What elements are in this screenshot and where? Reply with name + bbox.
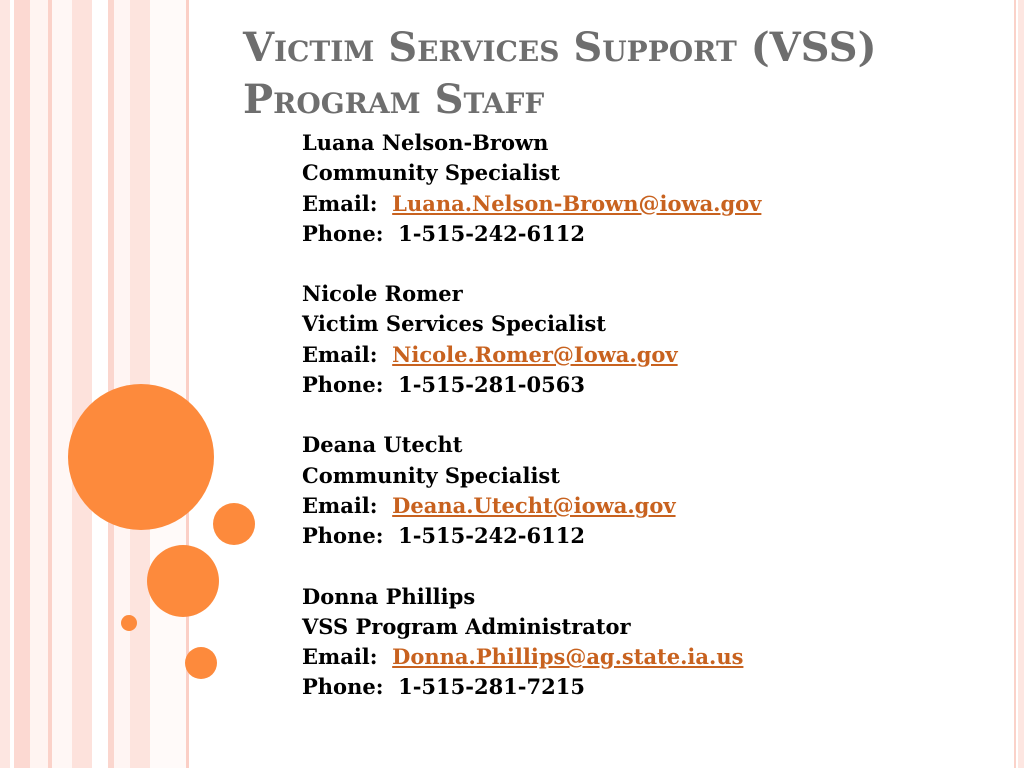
page-title: Victim Services Support (VSS) Program Staff (243, 24, 877, 123)
staff-phone-line (302, 219, 1002, 249)
staff-phone-line (302, 672, 1002, 702)
staff-entry (302, 430, 1002, 551)
email-label: Email: (302, 492, 378, 518)
staff-entry (302, 279, 1002, 400)
phone-label: Phone: (302, 220, 384, 246)
staff-name: Donna Phillips (302, 583, 476, 609)
staff-email-line (302, 491, 1002, 521)
decorative-circle-medium (147, 545, 219, 617)
email-label: Email: (302, 644, 378, 670)
staff-role: Community Specialist (302, 160, 560, 186)
staff-role: Community Specialist (302, 462, 560, 488)
email-link[interactable]: Deana.Utecht@iowa.gov (392, 492, 676, 518)
staff-name: Deana Utecht (302, 432, 463, 458)
staff-email-line (302, 340, 1002, 370)
email-label: Email: (302, 190, 378, 216)
staff-role: VSS Program Administrator (302, 613, 631, 639)
email-link[interactable]: Luana.Nelson-Brown@iowa.gov (392, 190, 762, 216)
decorative-circle-large (68, 384, 214, 530)
email-link[interactable]: Donna.Phillips@ag.state.ia.us (392, 644, 744, 670)
phone-label: Phone: (302, 523, 384, 549)
staff-entry (302, 128, 1002, 249)
staff-email-line (302, 189, 1002, 219)
phone-label: Phone: (302, 372, 384, 398)
staff-name: Luana Nelson-Brown (302, 130, 549, 155)
phone-number: 1-515-242-6112 (398, 220, 585, 246)
right-border-line (1014, 0, 1016, 768)
staff-role: Victim Services Specialist (302, 311, 607, 337)
email-link[interactable]: Nicole.Romer@Iowa.gov (392, 341, 678, 367)
decorative-circle-tiny (121, 615, 137, 631)
staff-phone-line (302, 521, 1002, 551)
email-label: Email: (302, 341, 378, 367)
staff-entry (302, 582, 1002, 703)
phone-number: 1-515-281-0563 (398, 372, 585, 398)
phone-label: Phone: (302, 674, 384, 700)
phone-number: 1-515-281-7215 (398, 674, 585, 700)
staff-list (302, 128, 1002, 733)
staff-name: Nicole Romer (302, 281, 463, 307)
decorative-circle-small (213, 503, 255, 545)
decorative-circle-small-2 (185, 647, 217, 679)
staff-email-line (302, 642, 1002, 672)
staff-phone-line (302, 370, 1002, 400)
phone-number: 1-515-242-6112 (398, 523, 585, 549)
decorative-stripes (0, 0, 195, 768)
right-border (1018, 0, 1024, 768)
